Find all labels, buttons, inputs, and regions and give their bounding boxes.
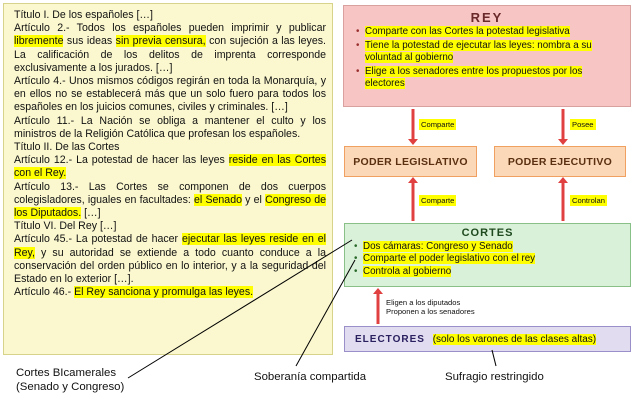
- caption-soberania-compartida: Soberanía compartida: [254, 371, 367, 383]
- text-run: Título I. De los españoles […]: [14, 9, 153, 21]
- arrow-label-electores-1: Eligen a los diputados: [386, 298, 461, 307]
- text-run: Artículo 2.- Todos los españoles pueden imprimir y publicar: [14, 22, 326, 35]
- text-run: Artículo 12.- La potestad de hacer las leyes: [14, 154, 229, 167]
- text-run: Título II. De las Cortes: [14, 141, 120, 154]
- cortes-title: CORTES: [461, 227, 514, 239]
- text-run: Artículo 45.- La potestad de hacer: [14, 233, 182, 246]
- text-run: […]: [81, 207, 101, 220]
- highlighted-text: ejecutar las leyes reside en el Rey,: [14, 233, 326, 259]
- electores-note: (solo los varones de las clases altas): [432, 334, 597, 345]
- caption-sufragio-restringido: Sufragio restringido: [445, 371, 544, 383]
- highlighted-text: el Senado: [194, 193, 242, 206]
- poder-legislativo-label: PODER LEGISLATIVO: [353, 156, 468, 168]
- text-run: Artículo 13.- Las Cortes se componen de dos cuerpos colegisladores, iguales en facultades:: [14, 180, 326, 206]
- highlighted-text: libremente: [14, 35, 64, 48]
- arrow-label-rey-ejecutivo: Posee: [572, 120, 594, 129]
- rey-item: • Tiene la potestad de ejecutar las leyes: nombra a su voluntad al gobierno: [356, 40, 624, 64]
- caption-cortes-bicamerales: Cortes BIcamerales (Senado y Congreso): [16, 367, 125, 393]
- text-run: Artículo 4.- Unos mismos códigos regirán en toda la Monarquía, y en ellos no se establecerá más que un solo fuero para todos los españoles en los juicios comunes, civiles y criminales. […]: [14, 75, 326, 114]
- highlighted-text: Congreso de los Diputados.: [14, 193, 326, 220]
- text-run: y el: [241, 193, 266, 206]
- arrow-label-rey-legislativo: Comparte: [421, 120, 455, 129]
- arrow-label-cortes-legislativo: Comparte: [421, 196, 455, 205]
- text-run: con sujeción a las leyes. La calificación de los delitos de imprenta corresponde exclusivamente a los jurados. […]: [14, 35, 326, 74]
- cortes-item: • Dos cámaras: Congreso y Senado: [354, 241, 624, 253]
- text-run: sus ideas: [63, 35, 116, 48]
- text-run: Artículo 11.- La Nación se obliga a mantener el culto y los ministros de la Religión Católica que profesan los españoles.: [14, 114, 326, 140]
- poder-ejecutivo-label: PODER EJECUTIVO: [507, 156, 613, 168]
- arrow-label-electores-2: Proponen a los senadores: [386, 307, 475, 316]
- highlighted-text: reside en las Cortes con el Rey.: [14, 154, 326, 180]
- text-run: y su autoridad se extiende a todo cuanto conduce a la conservación del orden público en lo interior, y a la seguridad del Estado en lo exterior […].: [14, 246, 326, 286]
- callout-sufragio: [492, 350, 496, 366]
- callout-soberania: [296, 260, 355, 366]
- arrow-label-cortes-ejecutivo: Controlan: [572, 196, 605, 205]
- cortes-item: • Controla al gobierno: [354, 266, 624, 278]
- highlighted-text: El Rey sanciona y promulga las leyes.: [74, 286, 254, 299]
- text-run: Título VI. Del Rey […]: [14, 220, 117, 233]
- rey-item: • Elige a los senadores entre los propuestos por los electores: [356, 66, 624, 90]
- rey-item: • Comparte con las Cortes la potestad legislativa: [356, 26, 624, 38]
- rey-title: REY: [470, 10, 504, 25]
- callout-cortes: [128, 240, 352, 378]
- cortes-item: • Comparte el poder legislativo con el rey: [354, 253, 624, 265]
- text-run: Artículo 46.-: [14, 286, 75, 299]
- electores-title: ELECTORES: [355, 334, 425, 345]
- highlighted-text: sin previa censura,: [115, 35, 206, 48]
